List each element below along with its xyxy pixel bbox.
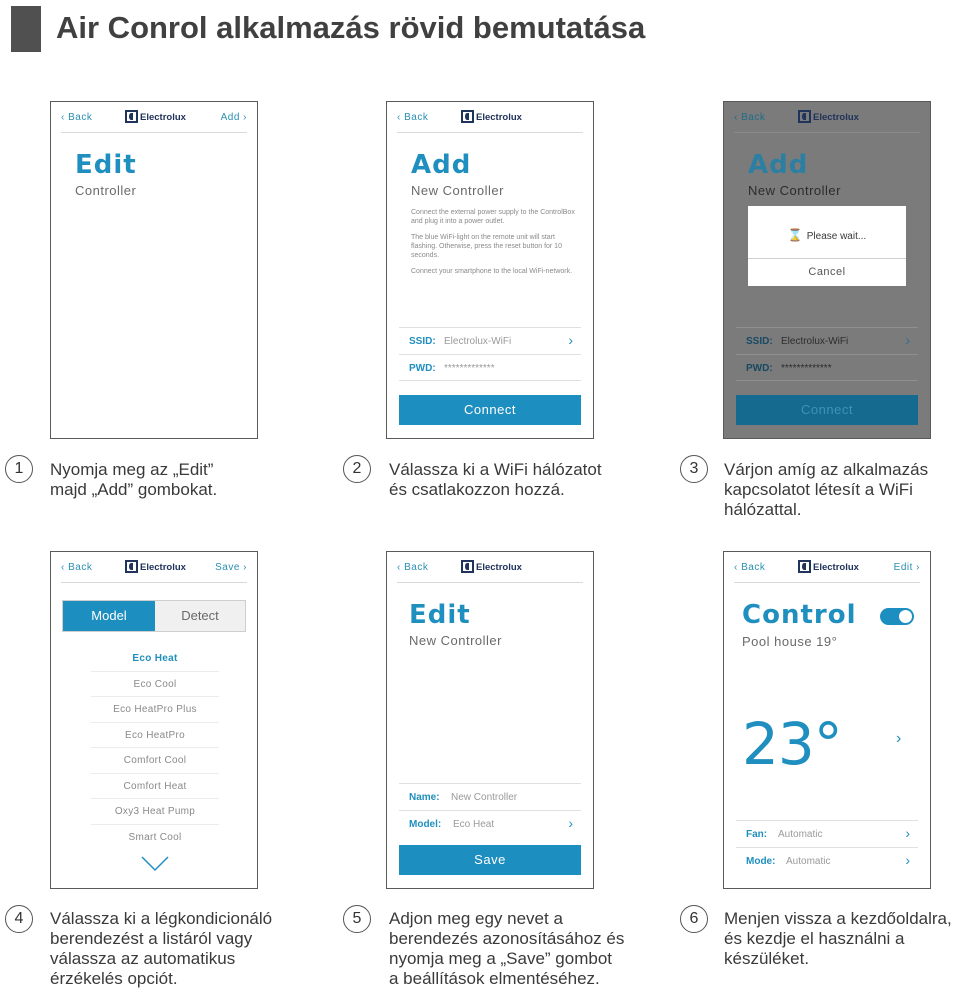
step-number: 5: [343, 905, 371, 933]
chevron-right-icon: ›: [568, 815, 573, 831]
app-top-bar: [724, 102, 930, 134]
page-title: Air Conrol alkalmazás rövid bemutatása: [56, 10, 646, 45]
electrolux-logo: Electrolux: [798, 560, 859, 573]
list-item[interactable]: Eco HeatPro Plus: [91, 697, 219, 723]
back-button[interactable]: ‹ Back: [61, 112, 93, 123]
model-list: [91, 646, 219, 850]
divider: [734, 582, 920, 583]
step-caption: Menjen vissza a kezdőoldalra, és kezdje el használni a készüléket.: [724, 909, 952, 968]
electrolux-logo: Electrolux: [798, 110, 859, 123]
divider: [399, 380, 581, 381]
list-item[interactable]: Comfort Cool: [91, 748, 219, 774]
screen-heading: Edit: [409, 600, 471, 630]
list-item[interactable]: Eco Heat: [91, 646, 219, 672]
save-button[interactable]: Save: [399, 845, 581, 875]
cancel-button[interactable]: Cancel: [808, 266, 846, 278]
please-wait-dialog: ⌛ Please wait... Cancel: [748, 206, 906, 286]
screen-heading: Control: [742, 600, 857, 630]
model-field[interactable]: Model: Eco Heat ›: [399, 810, 581, 836]
screen-control: [723, 551, 931, 889]
screen-heading: Edit: [75, 150, 137, 180]
step-caption: Várjon amíg az alkalmazás kapcsolatot létesít a WiFi hálózattal.: [724, 460, 929, 519]
back-button[interactable]: ‹ Back: [397, 112, 429, 123]
list-item[interactable]: Oxy3 Heat Pump: [91, 799, 219, 825]
back-button[interactable]: ‹ Back: [734, 562, 766, 573]
chevron-right-icon: ›: [568, 332, 573, 348]
step-caption: Válassza ki a WiFi hálózatot és csatlakozzon hozzá.: [389, 460, 602, 499]
name-field[interactable]: Name: New Controller: [399, 783, 581, 809]
back-button[interactable]: ‹ Back: [397, 562, 429, 573]
step-number: 4: [5, 905, 33, 933]
password-field[interactable]: PWD: *************: [736, 354, 918, 380]
tab-model[interactable]: Model: [63, 601, 155, 631]
screen-subheading: Controller: [75, 183, 137, 198]
step-caption: Válassza ki a légkondicionáló berendezést a listáról vagy válassza az automatikus érzékelés opciót.: [50, 909, 273, 988]
model-detect-switch: [62, 600, 246, 632]
ssid-field[interactable]: SSID: Electrolux-WiFi ›: [399, 327, 581, 353]
divider: [748, 258, 906, 259]
instruction-text: The blue WiFi-light on the remote unit will start flashing. Otherwise, press the reset button for 10 seconds.: [411, 234, 562, 259]
step-number: 3: [680, 455, 708, 483]
chevron-right-icon[interactable]: ›: [896, 730, 902, 747]
power-toggle[interactable]: [880, 608, 914, 625]
electrolux-logo: Electrolux: [461, 560, 522, 573]
spinner-icon: ⌛: [787, 228, 803, 242]
back-button[interactable]: ‹ Back: [61, 562, 93, 573]
title-accent-bar: [11, 6, 41, 52]
list-item[interactable]: Smart Cool: [128, 831, 182, 843]
divider: [397, 582, 583, 583]
app-top-bar: [51, 102, 257, 134]
app-top-bar: [51, 552, 257, 584]
app-top-bar: [724, 552, 930, 584]
add-button[interactable]: Add ›: [220, 112, 247, 123]
fan-field[interactable]: Fan: Automatic ›: [736, 820, 918, 846]
chevron-down-icon[interactable]: [141, 856, 169, 872]
step-caption: Adjon meg egy nevet a berendezés azonosításához és nyomja meg a „Save” gombot a beállítások elmentéséhez.: [389, 909, 625, 988]
edit-button[interactable]: Edit ›: [893, 562, 920, 573]
password-field[interactable]: PWD: *************: [399, 354, 581, 380]
chevron-right-icon: ›: [905, 852, 910, 868]
step-caption: Nyomja meg az „Edit” majd „Add” gombokat.: [50, 460, 218, 499]
back-button[interactable]: ‹ Back: [734, 112, 766, 123]
screen-please-wait: [723, 101, 931, 439]
app-top-bar: [387, 552, 593, 584]
instruction-text: Connect the external power supply to the ControlBox and plug it into a power outlet.: [411, 209, 575, 225]
screen-edit-new-controller: [386, 551, 594, 889]
screen-subheading: New Controller: [411, 183, 504, 198]
screen-subheading: New Controller: [748, 183, 841, 198]
step-number: 1: [5, 455, 33, 483]
chevron-right-icon: ›: [905, 332, 910, 348]
screen-heading: Add: [411, 150, 472, 180]
save-button[interactable]: Save ›: [215, 562, 247, 573]
screen-subheading: Pool house 19°: [742, 634, 838, 649]
divider: [61, 582, 247, 583]
divider: [397, 132, 583, 133]
screen-add-controller: [386, 101, 594, 439]
step-number: 2: [343, 455, 371, 483]
divider: [61, 132, 247, 133]
divider: [734, 132, 920, 133]
chevron-right-icon: ›: [905, 825, 910, 841]
list-item[interactable]: Eco HeatPro: [91, 723, 219, 749]
screen-heading: Add: [748, 150, 809, 180]
list-item[interactable]: Comfort Heat: [91, 774, 219, 800]
temperature-readout: 23°: [742, 710, 842, 778]
electrolux-logo: Electrolux: [125, 560, 186, 573]
mode-field[interactable]: Mode: Automatic ›: [736, 847, 918, 873]
instruction-text: Connect your smartphone to the local WiFi-network.: [411, 268, 573, 275]
list-item[interactable]: Eco Cool: [91, 672, 219, 698]
electrolux-logo: Electrolux: [461, 110, 522, 123]
app-top-bar: [387, 102, 593, 134]
connect-button[interactable]: Connect: [399, 395, 581, 425]
screen-edit-controller: [50, 101, 258, 439]
divider: [736, 380, 918, 381]
electrolux-logo: Electrolux: [125, 110, 186, 123]
ssid-field[interactable]: SSID: Electrolux-WiFi ›: [736, 327, 918, 353]
tab-detect[interactable]: Detect: [155, 601, 245, 631]
screen-subheading: New Controller: [409, 633, 502, 648]
step-number: 6: [680, 905, 708, 933]
screen-select-model: [50, 551, 258, 889]
connect-button[interactable]: Connect: [736, 395, 918, 425]
